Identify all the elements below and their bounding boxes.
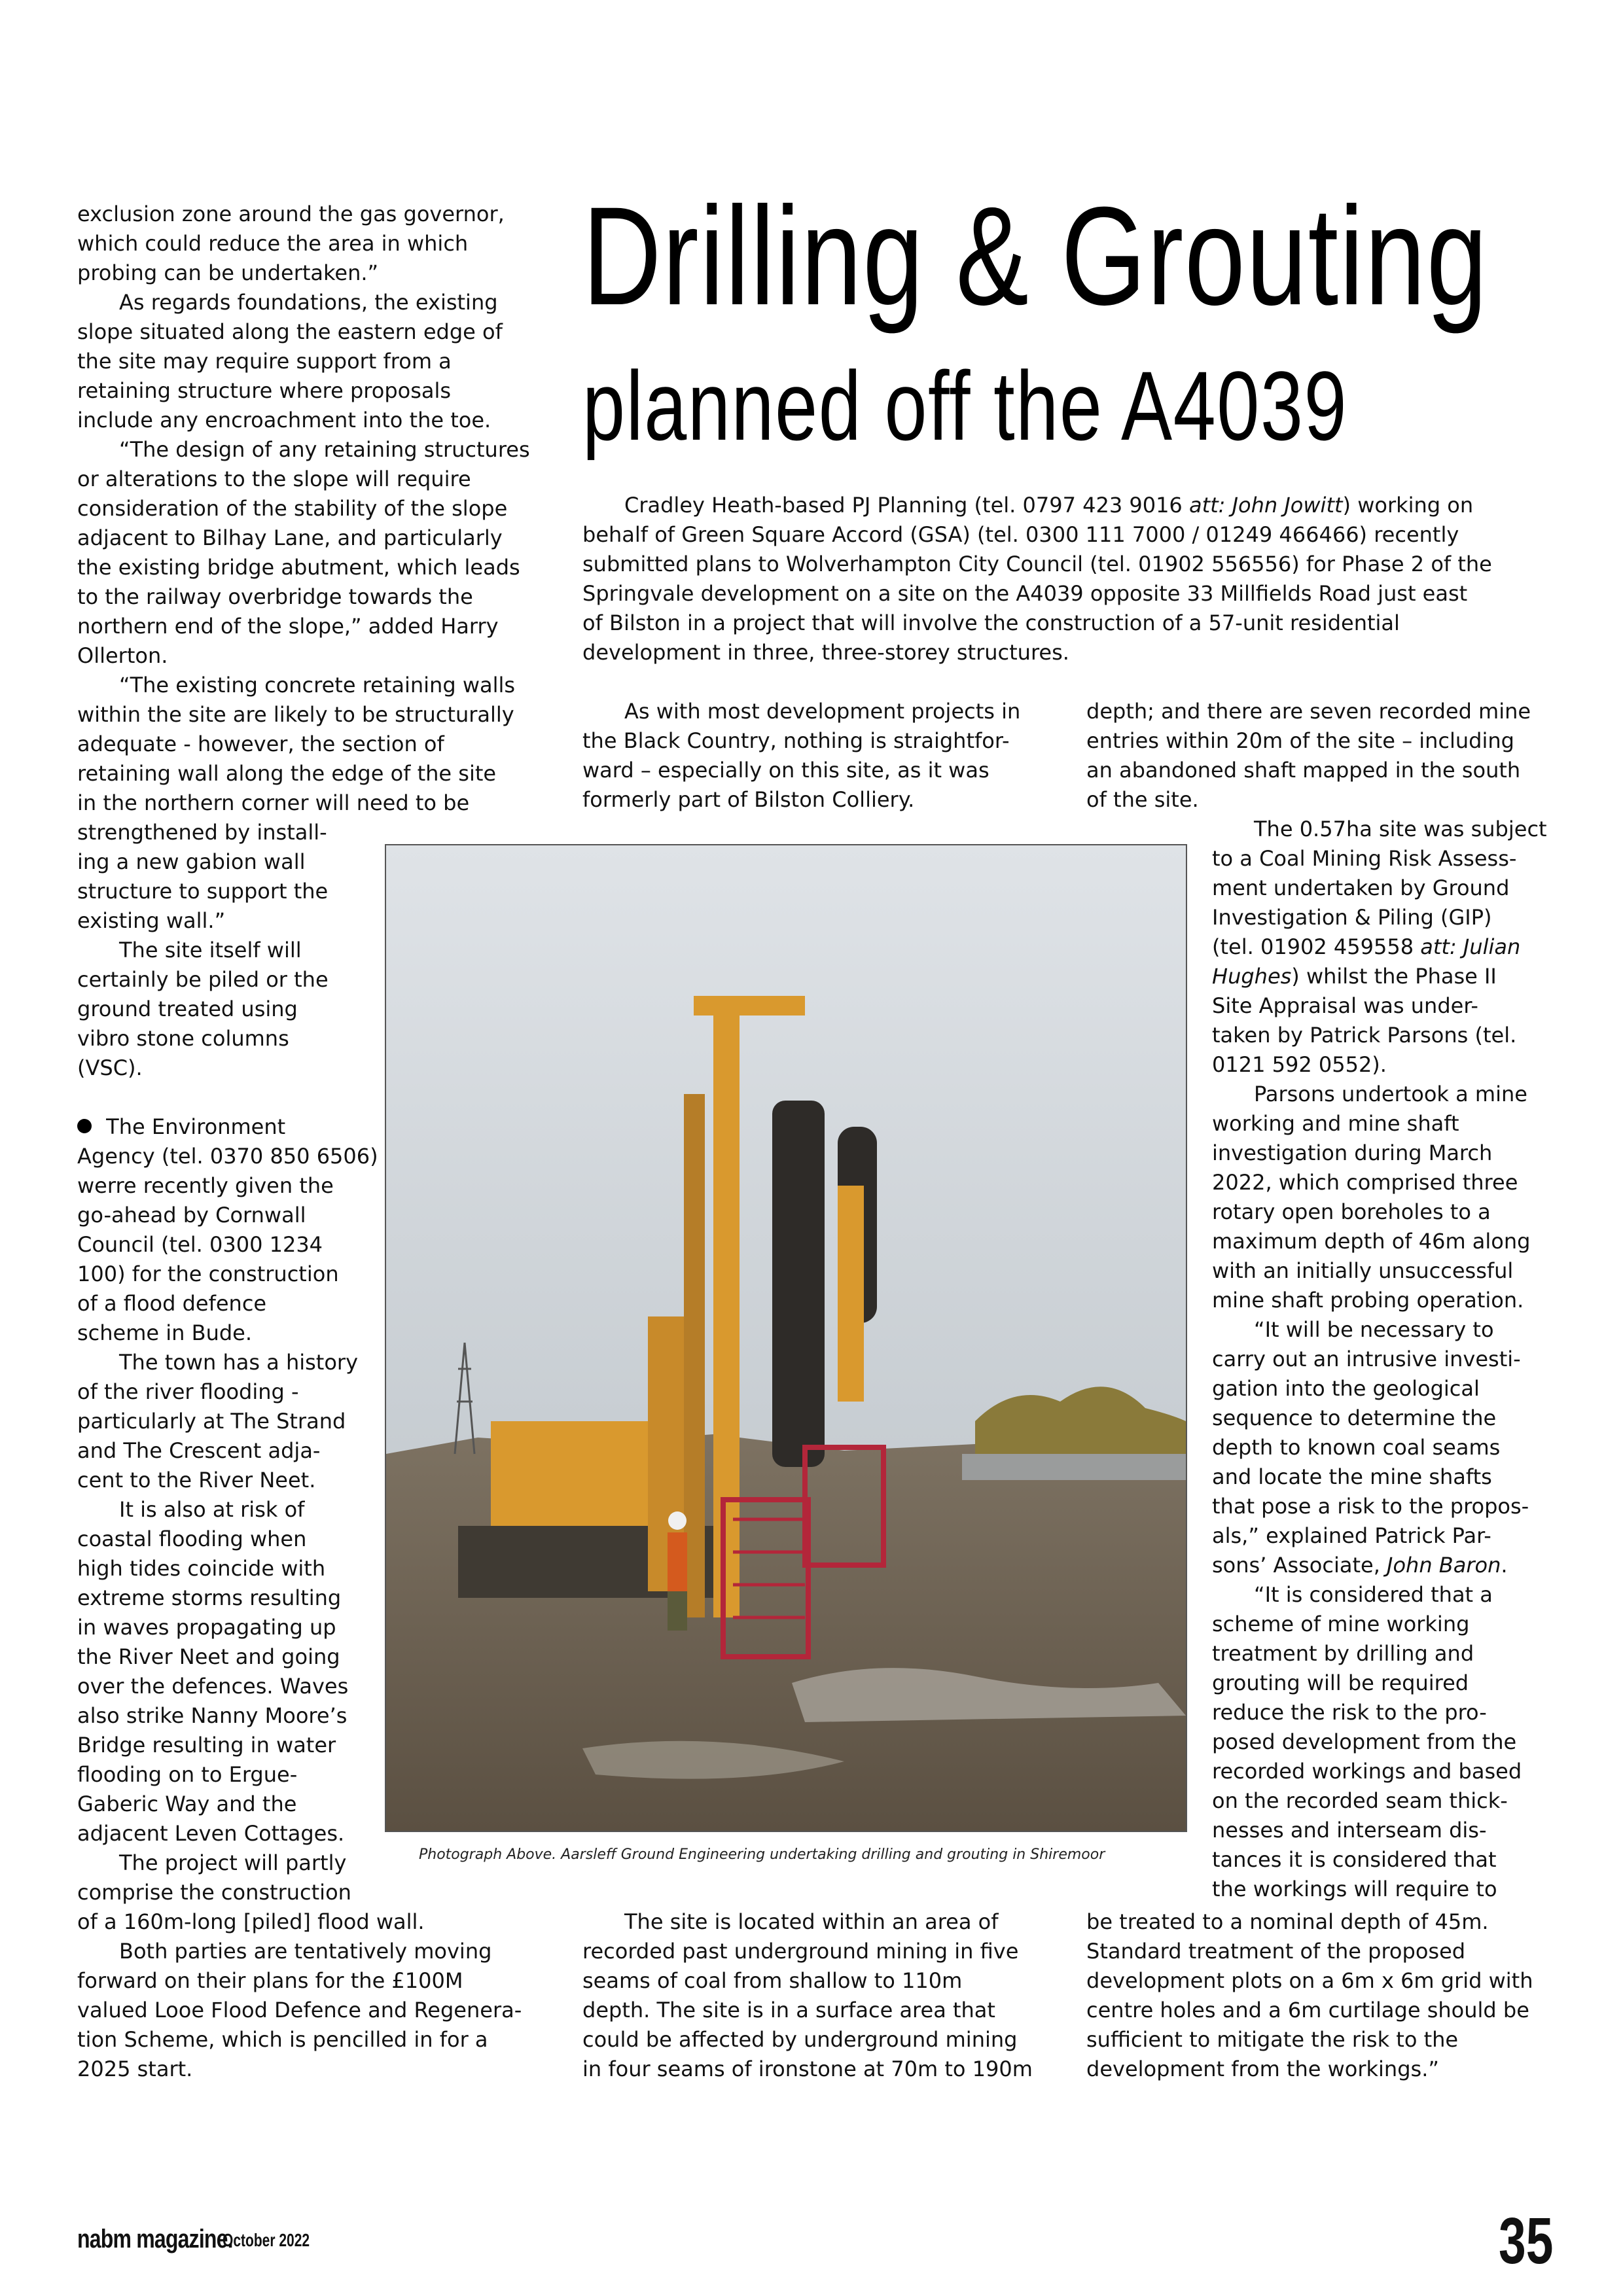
text-line: depth. The site is in a surface area that (582, 1998, 995, 2022)
text-line: depth to known coal seams (1212, 1435, 1501, 1460)
text-line: behalf of Green Square Accord (GSA) (tel. 0300 111 7000 / 01249 466466) recently (582, 522, 1459, 547)
text-line: The site is located within an area of (582, 1909, 999, 1934)
text-line: The project will partly (77, 1850, 347, 1875)
text-line: nesses and interseam dis- (1212, 1818, 1487, 1843)
text-line: within the site are likely to be structurally (77, 702, 514, 727)
text-line: Agency (tel. 0370 850 6506) (77, 1144, 378, 1169)
text-line: 0121 592 0552). (1212, 1052, 1387, 1077)
page-number: 35 (1499, 2204, 1554, 2278)
text-line: high tides coincide with (77, 1556, 326, 1581)
text-line: and The Crescent adja- (77, 1438, 321, 1463)
text-line: forward on their plans for the £100M (77, 1968, 463, 1993)
text-line: Standard treatment of the proposed (1086, 1939, 1466, 1964)
text-line: go-ahead by Cornwall (77, 1203, 306, 1227)
text-line: the Black Country, nothing is straightfor- (582, 728, 1010, 753)
text-line: of the site. (1086, 787, 1199, 812)
text-line: Site Appraisal was under- (1212, 993, 1478, 1018)
text-line: of the river flooding - (77, 1379, 299, 1404)
text-line: of Bilston in a project that will involve the construction of a 57-unit residential (582, 610, 1400, 635)
text-line: Parsons undertook a mine (1212, 1082, 1527, 1106)
text-line: ing a new gabion wall (77, 849, 306, 874)
text-line: sons’ Associate, John Baron. (1212, 1553, 1508, 1578)
text-line: adjacent to Bilhay Lane, and particularly (77, 525, 503, 550)
text-line: maximum depth of 46m along (1212, 1229, 1531, 1254)
text-line: Hughes) whilst the Phase II (1212, 964, 1497, 989)
text-line: “It is considered that a (1212, 1582, 1493, 1607)
text-line: existing wall.” (77, 908, 226, 933)
text-line: cent to the River Neet. (77, 1468, 316, 1492)
text-line: submitted plans to Wolverhampton City Council (tel. 01902 556556) for Phase 2 of the (582, 552, 1492, 576)
text-line: 100) for the construction (77, 1262, 339, 1286)
text-line: “The design of any retaining structures (77, 437, 530, 462)
text-line: consideration of the stability of the slope (77, 496, 508, 521)
text-line: be treated to a nominal depth of 45m. (1086, 1909, 1489, 1934)
text-line: include any encroachment into the toe. (77, 408, 491, 433)
text-line: ground treated using (77, 997, 298, 1021)
text-line: entries within 20m of the site – including (1086, 728, 1514, 753)
text-line: over the defences. Waves (77, 1674, 349, 1699)
text-line: structure to support the (77, 879, 329, 904)
text-line: comprise the construction (77, 1880, 351, 1905)
text-line: adequate - however, the section of (77, 732, 444, 756)
text-line: (tel. 01902 459558 att: Julian (1212, 934, 1521, 959)
text-line: mine shaft probing operation. (1212, 1288, 1524, 1313)
text-line: As with most development projects in (582, 699, 1021, 724)
text-line: “The existing concrete retaining walls (77, 673, 516, 698)
text-line: taken by Patrick Parsons (tel. (1212, 1023, 1517, 1048)
text-line: recorded past underground mining in five (582, 1939, 1019, 1964)
text-line: or alterations to the slope will require (77, 467, 471, 491)
text-line: Gaberic Way and the (77, 1792, 297, 1816)
text-line: that pose a risk to the propos- (1212, 1494, 1529, 1519)
text-line: carry out an intrusive investi- (1212, 1347, 1521, 1371)
text-line: gation into the geological (1212, 1376, 1480, 1401)
text-line: rotary open boreholes to a (1212, 1199, 1491, 1224)
text-line: The Environment (77, 1112, 285, 1142)
drilling-rig-illustration (386, 845, 1186, 1831)
text-line: with an initially unsuccessful (1212, 1258, 1514, 1283)
article-subtitle: planned off the A4039 (582, 351, 1348, 461)
text-line: tion Scheme, which is pencilled in for a (77, 2027, 488, 2052)
text-line: formerly part of Bilston Colliery. (582, 787, 915, 812)
text-line: 2022, which comprised three (1212, 1170, 1518, 1195)
text-line: ward – especially on this site, as it was (582, 758, 990, 783)
text-line: The 0.57ha site was subject (1212, 817, 1547, 841)
text-line: slope situated along the eastern edge of (77, 319, 503, 344)
text-line: werre recently given the (77, 1173, 334, 1198)
text-line: strengthened by install- (77, 820, 327, 845)
magazine-name: nabm magazine. (77, 2225, 233, 2253)
text-line: to a Coal Mining Risk Assess- (1212, 846, 1517, 871)
text-line: retaining structure where proposals (77, 378, 452, 403)
text-line: It is also at risk of (77, 1497, 305, 1522)
text-line: The town has a history (77, 1350, 359, 1375)
text-line: recorded workings and based (1212, 1759, 1522, 1784)
text-line: coastal flooding when (77, 1527, 307, 1551)
text-line: depth; and there are seven recorded mine (1086, 699, 1531, 724)
text-line: could be affected by underground mining (582, 2027, 1018, 2052)
text-line: centre holes and a 6m curtilage should be (1086, 1998, 1529, 2022)
text-line: probing can be undertaken.” (77, 260, 379, 285)
text-line: the existing bridge abutment, which leads (77, 555, 520, 580)
article-title: Drilling & Grouting (582, 178, 1489, 334)
text-line: also strike Nanny Moore’s (77, 1703, 348, 1728)
text-line: the River Neet and going (77, 1644, 340, 1669)
text-line: Cradley Heath-based PJ Planning (tel. 0797 423 9016 att: John Jowitt) working on (582, 493, 1474, 518)
text-line: retaining wall along the edge of the site (77, 761, 497, 786)
text-line: seams of coal from shallow to 110m (582, 1968, 963, 1993)
text-line: which could reduce the area in which (77, 231, 469, 256)
text-line: Investigation & Piling (GIP) (1212, 905, 1492, 930)
text-line: development in three, three-storey structures. (582, 640, 1069, 665)
text-line: investigation during March (1212, 1140, 1493, 1165)
text-line: ment undertaken by Ground (1212, 875, 1510, 900)
text-line: sufficient to mitigate the risk to the (1086, 2027, 1459, 2052)
text-line: working and mine shaft (1212, 1111, 1459, 1136)
text-line: Springvale development on a site on the A4039 opposite 33 Millfields Road just east (582, 581, 1468, 606)
text-line: on the recorded seam thick- (1212, 1788, 1508, 1813)
text-line: in four seams of ironstone at 70m to 190m (582, 2057, 1033, 2081)
text-line: of a flood defence (77, 1291, 267, 1316)
text-line: grouting will be required (1212, 1670, 1469, 1695)
text-line: As regards foundations, the existing (77, 290, 498, 315)
text-line: Ollerton. (77, 643, 168, 668)
text-line: The site itself will (77, 938, 302, 963)
bullet-icon (77, 1119, 92, 1133)
text-line: the site may require support from a (77, 349, 452, 374)
text-line: in waves propagating up (77, 1615, 336, 1640)
text-line: of a 160m-long [piled] flood wall. (77, 1909, 425, 1934)
drilling-rig-photo (385, 844, 1187, 1832)
text-line: tances it is considered that (1212, 1847, 1497, 1872)
text-line: Both parties are tentatively moving (77, 1939, 492, 1964)
text-line: valued Looe Flood Defence and Regenera- (77, 1998, 522, 2022)
text-line: reduce the risk to the pro- (1212, 1700, 1487, 1725)
text-line: development from the workings.” (1086, 2057, 1439, 2081)
text-line: and locate the mine shafts (1212, 1464, 1492, 1489)
text-line: treatment by drilling and (1212, 1641, 1474, 1666)
text-line: Bridge resulting in water (77, 1733, 336, 1757)
text-line: als,” explained Patrick Par- (1212, 1523, 1491, 1548)
text-line: posed development from the (1212, 1729, 1517, 1754)
text-line: the workings will require to (1212, 1877, 1497, 1901)
text-line: “It will be necessary to (1212, 1317, 1494, 1342)
text-line: certainly be piled or the (77, 967, 329, 992)
issue-date: October 2022 (223, 2230, 310, 2250)
text-line: vibro stone columns (77, 1026, 289, 1051)
text-line: to the railway overbridge towards the (77, 584, 473, 609)
text-line: sequence to determine the (1212, 1405, 1497, 1430)
photo-caption: Photograph Above. Aarsleff Ground Engineering undertaking drilling and grouting in Shiremoor (419, 1846, 1105, 1863)
text-line: exclusion zone around the gas governor, (77, 202, 505, 226)
text-line: adjacent Leven Cottages. (77, 1821, 345, 1846)
text-line: extreme storms resulting (77, 1585, 342, 1610)
text-line: particularly at The Strand (77, 1409, 346, 1434)
text-line: (VSC). (77, 1055, 143, 1080)
text-line: scheme in Bude. (77, 1320, 253, 1345)
text-line: northern end of the slope,” added Harry (77, 614, 499, 639)
text-line: development plots on a 6m x 6m grid with (1086, 1968, 1533, 1993)
text-line: 2025 start. (77, 2057, 193, 2081)
text-line: scheme of mine working (1212, 1612, 1470, 1636)
text-line: in the northern corner will need to be (77, 790, 470, 815)
text-line: Council (tel. 0300 1234 (77, 1232, 323, 1257)
text-line: flooding on to Ergue- (77, 1762, 298, 1787)
text-line: an abandoned shaft mapped in the south (1086, 758, 1521, 783)
